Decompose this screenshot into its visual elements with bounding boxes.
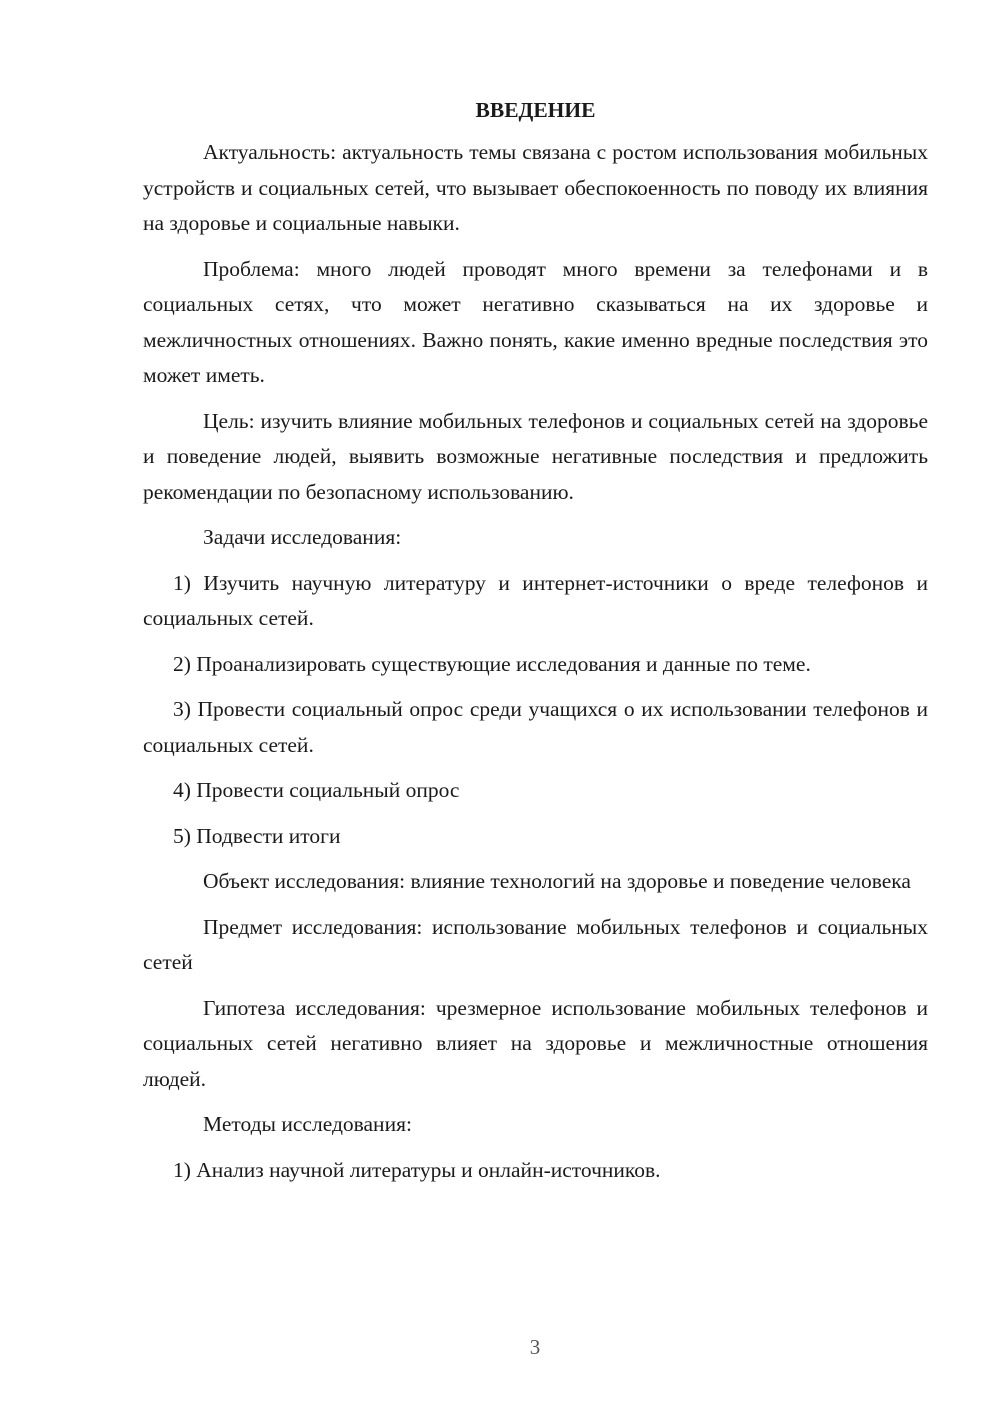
task-item-5: 5) Подвести итоги <box>173 823 341 848</box>
task-item-1: 1) Изучить научную литературу и интернет-источники о вреде телефонов и социальных сетей. <box>143 570 928 630</box>
task-item-4: 4) Провести социальный опрос <box>173 778 460 802</box>
task-item-3: 3) Провести социальный опрос среди учащихся о их использовании телефонов и социальных сетей. <box>143 697 928 757</box>
hypothesis-paragraph: Гипотеза исследования: чрезмерное использование мобильных телефонов и социальных сетей негативно влияет на здоровье и межличностные отношения людей. <box>143 995 928 1091</box>
problem-paragraph: Проблема: много людей проводят много времени за телефонами и в социальных сетях, что может негативно сказываться на их здоровье и межличностных отношениях. Важно понять, какие именно вредные последствия это может иметь. <box>143 256 928 387</box>
goal-paragraph: Цель: изучить влияние мобильных телефонов и социальных сетей на здоровье и поведение людей, выявить возможные негативные последствия и предложить рекомендации по безопасному использованию. <box>143 408 928 504</box>
task-item-2: 2) Проанализировать существующие исследования и данные по теме. <box>173 651 811 676</box>
document-page <box>143 92 928 1198</box>
section-title: ВВЕДЕНИЕ <box>475 98 596 122</box>
subject-paragraph: Предмет исследования: использование мобильных телефонов и социальных сетей <box>143 914 928 974</box>
method-item-1: 1) Анализ научной литературы и онлайн-источников. <box>173 1157 661 1182</box>
methods-heading: Методы исследования: <box>203 1112 412 1136</box>
object-paragraph: Объект исследования: влияние технологий на здоровье и поведение человека <box>203 869 911 893</box>
page-number: 3 <box>529 1335 541 1359</box>
tasks-heading: Задачи исследования: <box>203 525 402 549</box>
relevance-paragraph: Актуальность: актуальность темы связана с ростом использования мобильных устройств и социальных сетей, что вызывает обеспокоенность по поводу их влияния на здоровье и социальные навыки. <box>143 140 928 235</box>
